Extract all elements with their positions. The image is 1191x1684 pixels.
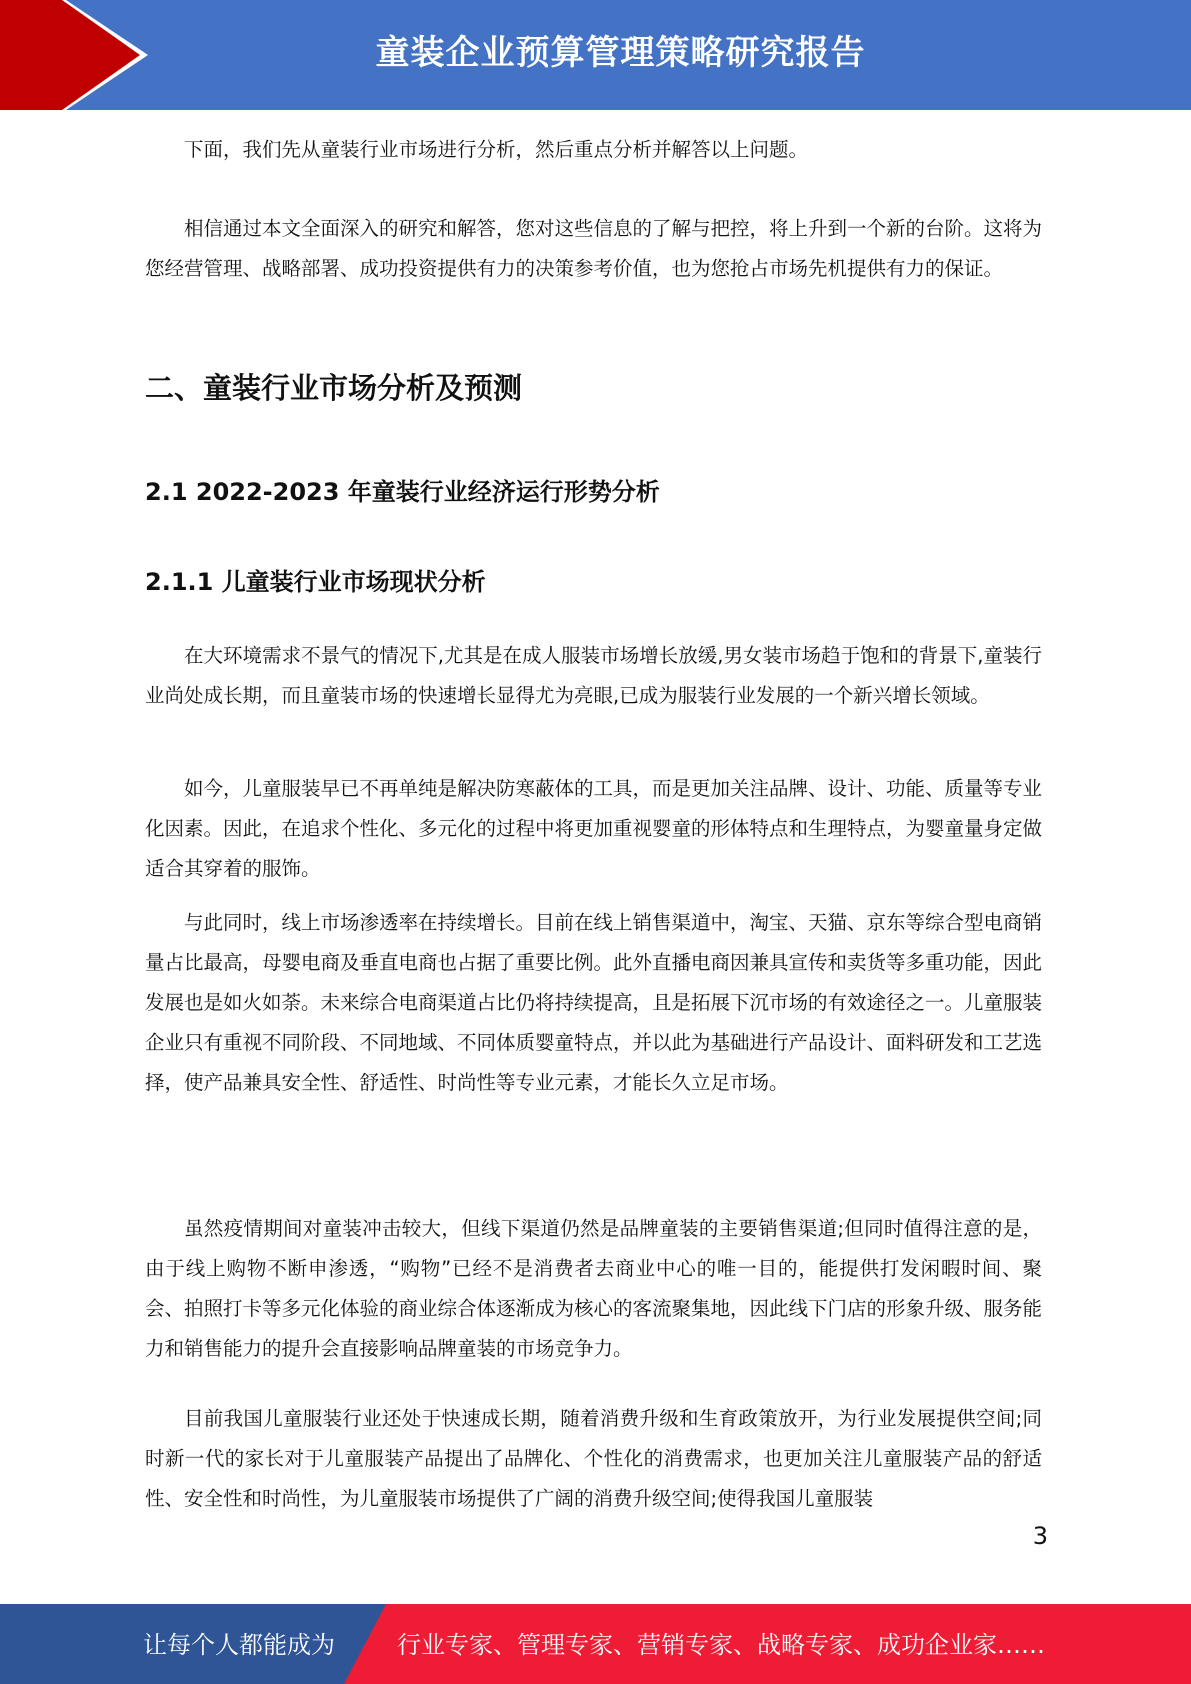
report-title: 童装企业预算管理策略研究报告 (375, 33, 866, 73)
paragraph: 与此同时，线上市场渗透率在持续增长。目前在线上销售渠道中，淘宝、天猫、京东等综合型电商销量占比最高，母婴电商及垂直电商也占据了重要比例。此外直播电商因兼具宣传和卖货等多重功能，因此发展也是如火如荼。未来综合电商渠道占比仍将持续提高，且是拓展下沉市场的有效途径之一。儿童服装企业只有重视不同阶段、不同地域、不同体质婴童特点，并以此为基础进行产品设计、面料研发和工艺选择，使产品兼具安全性、舒适性、时尚性等专业元素，才能长久立足市场。 (145, 911, 1043, 1094)
page-header (0, 0, 1191, 110)
footer-slogan-right: 行业专家、管理专家、营销专家、战略专家、成功企业家…… (397, 1631, 1045, 1659)
footer-slogan-left: 让每个人都能成为 (143, 1631, 335, 1659)
paragraph: 虽然疫情期间对童装冲击较大，但线下渠道仍然是品牌童装的主要销售渠道;但同时值得注意的是，由于线上购物不断申渗透，“购物”已经不是消费者去商业中心的唯一目的，能提供打发闲暇时间、聚会、拍照打卡等多元化体验的商业综合体逐渐成为核心的客流聚集地，因此线下门店的形象升级、服务能力和销售能力的提升会直接影响品牌童装的市场竞争力。 (145, 1217, 1043, 1360)
section-heading: 二、童装行业市场分析及预测 (145, 371, 523, 405)
subsection-heading: 2.1 2022-2023 年童装行业经济运行形势分析 (145, 478, 660, 506)
page-number: 3 (1032, 1522, 1048, 1550)
paragraph: 下面，我们先从童装行业市场进行分析，然后重点分析并解答以上问题。 (184, 138, 809, 161)
paragraph: 如今，儿童服装早已不再单纯是解决防寒蔽体的工具，而是更加关注品牌、设计、功能、质量等专业化因素。因此，在追求个性化、多元化的过程中将更加重视婴童的形体特点和生理特点，为婴童量身定做适合其穿着的服饰。 (145, 777, 1043, 880)
paragraph: 在大环境需求不景气的情况下,尤其是在成人服装市场增长放缓,男女装市场趋于饱和的背景下,童装行业尚处成长期，而且童装市场的快速增长显得尤为亮眼,已成为服装行业发展的一个新兴增长领域。 (145, 644, 1042, 707)
paragraph: 相信通过本文全面深入的研究和解答，您对这些信息的了解与把控，将上升到一个新的台阶。这将为您经营管理、战略部署、成功投资提供有力的决策参考价值，也为您抢占市场先机提供有力的保证。 (145, 217, 1043, 280)
paragraph: 目前我国儿童服装行业还处于快速成长期，随着消费升级和生育政策放开，为行业发展提供空间;同时新一代的家长对于儿童服装产品提出了品牌化、个性化的消费需求，也更加关注儿童服装产品的舒适性、安全性和时尚性，为儿童服装市场提供了广阔的消费升级空间;使得我国儿童服装 (145, 1407, 1042, 1510)
subsubsection-heading: 2.1.1 儿童装行业市场现状分析 (145, 568, 486, 596)
